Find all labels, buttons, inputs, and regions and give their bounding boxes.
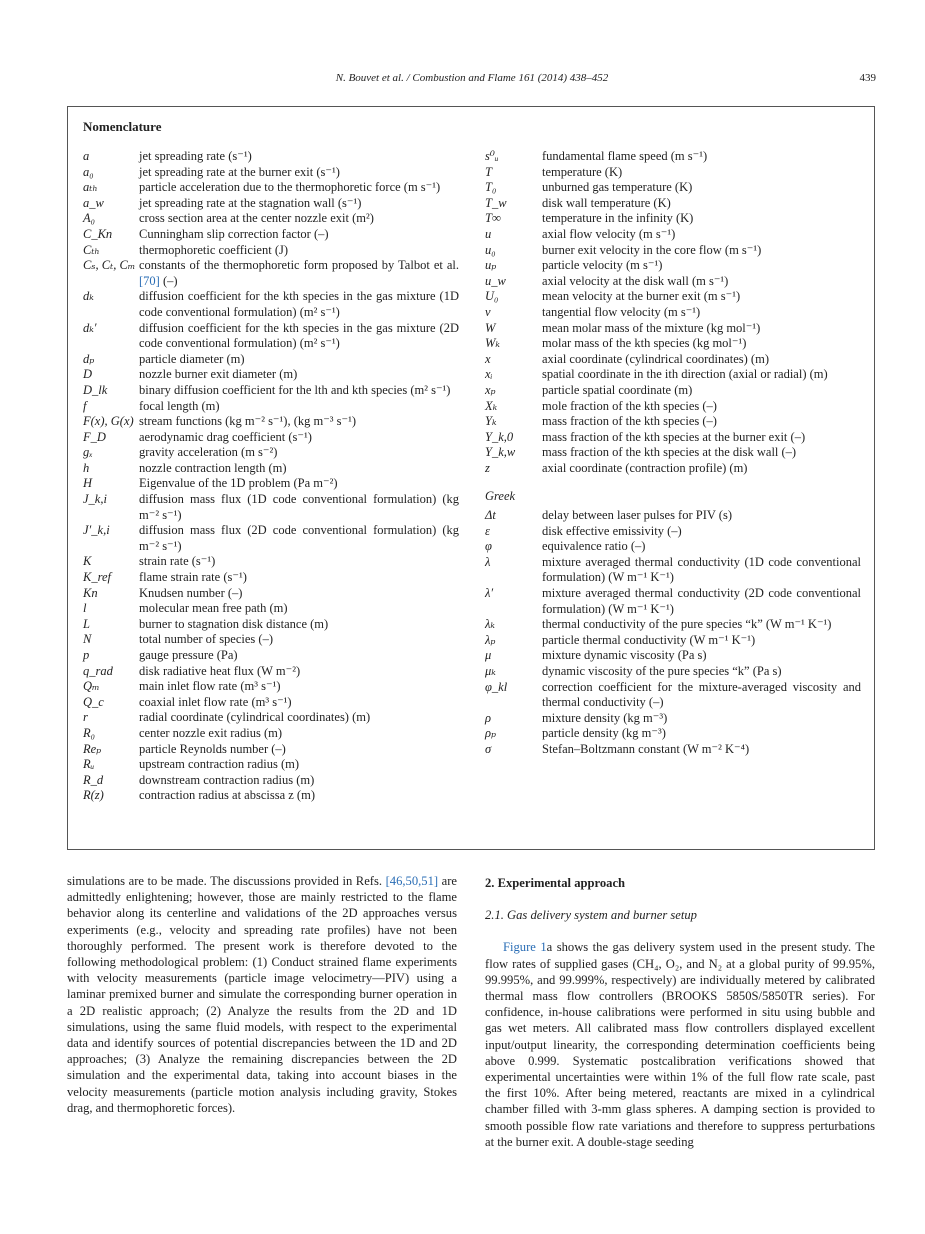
nomenclature-definition: mass fraction of the kth species (–) [542,414,717,429]
nomenclature-entry [83,180,459,196]
nomenclature-entry [83,757,459,773]
nomenclature-symbol: W [485,320,496,335]
nomenclature-box [67,106,875,850]
body-text: simulations are to be made. The discussions provided in Refs. [67,874,386,888]
nomenclature-definition: diffusion mass flux (2D code conventional formulation) (kg m⁻² s⁻¹) [139,523,459,553]
nomenclature-symbol: Qₘ [83,679,100,694]
nomenclature-entry [485,289,861,305]
nomenclature-entry [485,726,861,742]
nomenclature-symbol: D_lk [83,382,108,397]
nomenclature-definition: burner to stagnation disk distance (m) [139,616,329,631]
nomenclature-definition: upstream contraction radius (m) [139,757,300,772]
nomenclature-definition: strain rate (s⁻¹) [139,554,216,569]
nomenclature-symbol: T∞ [485,211,501,226]
nomenclature-symbol: p [83,648,90,662]
nomenclature-entry [83,726,459,742]
nomenclature-definition: center nozzle exit radius (m) [139,725,282,740]
nomenclature-entry [485,336,861,352]
nomenclature-symbol: F_D [83,429,106,444]
nomenclature-symbol: Wₖ [485,336,500,351]
nomenclature-definition: mole fraction of the kth species (–) [542,398,717,413]
nomenclature-definition: Cunningham slip correction factor (–) [139,226,329,241]
nomenclature-symbol: H [83,476,93,491]
nomenclature-symbol: a₀ [83,164,94,179]
body-text: are admittedly enlightening; however, those are mainly restricted to the flame behavior along its centerline and validations of the 2D approaches versus experiments (e.g., velocity and spreading rate profiles) have not been thoroughly performed. The present work is therefore devoted to the following methodological problem: (1) Conduct strained flame experiments with velocity measurements (particle image velocimetry—PIV) using a laminar premixed burner and simulate the corresponding burner operation in a 2D realistic approach; (2) Analyze the results from the 2D and 1D simulations, using the same fluid models, with respect to the experimental data and identify sources of potential discrepancies between the 1D and 2D approaches; (3) Analyze the remaining discrepancies between the 2D simulation and the experimental data, taking into account biases in the velocity measurements (particle motion analysis including gravity, Stokes drag, and thermophoretic forces). [67,874,458,1115]
nomenclature-symbol: Cₛ, Cₜ, Cₘ [83,258,136,273]
nomenclature-entry [83,476,459,492]
nomenclature-entry [83,617,459,633]
nomenclature-symbol: K_ref [83,570,112,585]
nomenclature-entry [83,586,459,602]
nomenclature-definition: gauge pressure (Pa) [139,648,238,662]
nomenclature-definition: mean molar mass of the mixture (kg mol⁻¹) [542,320,761,335]
nomenclature-definition: disk effective emissivity (–) [542,523,682,538]
nomenclature-entry [83,196,459,212]
nomenclature-entry [485,508,861,524]
running-header [68,72,876,88]
nomenclature-entry [83,165,459,181]
nomenclature-definition: thermal conductivity of the pure species “k” (W m⁻¹ K⁻¹) [542,617,832,632]
nomenclature-definition: correction coefficient for the mixture-averaged viscosity and thermal conductivity (–) [542,679,861,710]
nomenclature-symbol: Xₖ [485,398,498,413]
nomenclature-symbol: r [83,710,88,725]
nomenclature-entry [83,399,459,415]
nomenclature-symbol: T_w [485,195,507,210]
nomenclature-definition: mass fraction of the kth species at the disk wall (–) [542,445,797,460]
nomenclature-symbol: xₚ [485,382,496,397]
nomenclature-symbol: φ [485,539,492,554]
nomenclature-definition: mass fraction of the kth species at the burner exit (–) [542,429,806,444]
nomenclature-entry [83,664,459,680]
nomenclature-entry [83,632,459,648]
nomenclature-definition: Stefan–Boltzmann constant (W m⁻² K⁻⁴) [542,741,750,756]
nomenclature-symbol: dₖ′ [83,320,97,335]
nomenclature-symbol: xᵢ [485,367,493,382]
nomenclature-definition: aerodynamic drag coefficient (s⁻¹) [139,429,312,444]
nomenclature-symbol: a_w [83,195,104,210]
nomenclature-entry [83,648,459,664]
nomenclature-definition: Eigenvalue of the 1D problem (Pa m⁻²) [139,476,338,491]
nomenclature-definition: fundamental flame speed (m s⁻¹) [542,149,708,163]
nomenclature-definition: downstream contraction radius (m) [139,772,315,787]
nomenclature-entry [485,711,861,727]
nomenclature-symbol: Reₚ [83,741,102,756]
nomenclature-entry [485,399,861,415]
nomenclature-entry [485,430,861,446]
nomenclature-symbol: dₖ [83,289,94,304]
nomenclature-symbol: gₓ [83,445,93,460]
nomenclature-right-column [485,149,861,758]
nomenclature-entry [485,227,861,243]
nomenclature-symbol: J_k,i [83,492,107,507]
nomenclature-definition: mean velocity at the burner exit (m s⁻¹) [542,289,741,304]
nomenclature-definition: main inlet flow rate (m³ s⁻¹) [139,679,281,694]
nomenclature-symbol: D [83,367,93,382]
nomenclature-symbol: λ [485,554,491,569]
nomenclature-entry [83,742,459,758]
nomenclature-definition: particle spatial coordinate (m) [542,382,693,397]
nomenclature-entry [485,367,861,383]
nomenclature-definition: particle Reynolds number (–) [139,741,286,756]
nomenclature-entry [485,274,861,290]
nomenclature-left-column [83,149,459,804]
nomenclature-entry [83,352,459,368]
nomenclature-entry [83,258,459,289]
nomenclature-definition: mixture averaged thermal conductivity (1D code conventional formulation) (W m⁻¹ K⁻¹) [542,554,861,585]
nomenclature-symbol: l [83,601,87,616]
nomenclature-definition: particle diameter (m) [139,351,245,366]
nomenclature-definition: nozzle contraction length (m) [139,460,287,475]
nomenclature-definition: binary diffusion coefficient for the lth and kth species (m² s⁻¹) [139,382,451,397]
nomenclature-symbol: λ′ [485,586,494,601]
nomenclature-entry [485,680,861,711]
nomenclature-symbol: A₀ [83,211,95,226]
nomenclature-symbol: u_w [485,273,506,288]
nomenclature-entry [83,211,459,227]
nomenclature-entry [485,414,861,430]
nomenclature-definition: coaxial inlet flow rate (m³ s⁻¹) [139,694,292,709]
nomenclature-definition: delay between laser pulses for PIV (s) [542,508,732,523]
nomenclature-definition: jet spreading rate at the burner exit (s⁻¹) [139,164,340,179]
body-paragraph [485,939,875,1150]
nomenclature-entry [485,305,861,321]
nomenclature-symbol: Y_k,0 [485,429,514,444]
nomenclature-symbol: T₀ [485,180,497,195]
nomenclature-symbol: dₚ [83,351,95,366]
nomenclature-definition: total number of species (–) [139,632,273,647]
nomenclature-entry [83,554,459,570]
nomenclature-entry [83,679,459,695]
nomenclature-definition: mixture dynamic viscosity (Pa s) [542,648,707,663]
nomenclature-symbol: u [485,226,492,241]
nomenclature-entry [485,149,861,165]
nomenclature-symbol: Rᵤ [83,757,95,772]
nomenclature-symbol: uₚ [485,258,497,273]
nomenclature-symbol: λₚ [485,632,496,647]
nomenclature-symbol: Yₖ [485,414,497,429]
nomenclature-symbol: z [485,460,490,475]
nomenclature-definition: diffusion coefficient for the kth species in the gas mixture (2D code conventional formulation) (m² s⁻¹) [139,320,459,351]
nomenclature-definition: tangential flow velocity (m s⁻¹) [542,304,701,319]
page-number: 439 [859,72,876,84]
nomenclature-definition: flame strain rate (s⁻¹) [139,570,247,585]
body-text: a shows the gas delivery system used in the present study. The flow rates of supplied gases (CH₄, O₂, and N₂ at a global purity of 99.95%, 99.995%, and 99.999%, respectively) are individually metered by calibrated thermal mass flow controllers (BROOKS 5850S/5850TR series). For confidence, in-house calibrations were performed in situ using bubble and gas wet meters. All calibrated mass flow controllers displayed excellent input/output linearity, the corresponding determination coefficients being above 0.999. Systematic postcalibration verifications showed that experimental uncertainties were within 1% of the full flow rate scale, past the first 10%. After being metered, reactants are mixed in a cylindrical chamber filled with 3-mm glass spheres. A damping section is provided to smooth possible flow rate variations and therefore to suppress perturbations at the burner exit. A double-stage seeding [485,940,875,1149]
nomenclature-symbol: F(x), G(x) [83,414,134,429]
nomenclature-definition: dynamic viscosity of the pure species “k” (Pa s) [542,664,782,678]
nomenclature-definition: equivalence ratio (–) [542,539,646,554]
body-right-column [485,873,875,1150]
nomenclature-entry [485,539,861,555]
nomenclature-symbol: μ [485,648,492,663]
nomenclature-definition: thermophoretic coefficient (J) [139,242,289,257]
nomenclature-entry [485,258,861,274]
nomenclature-symbol: R(z) [83,788,104,803]
nomenclature-entry [83,289,459,320]
nomenclature-definition: diffusion coefficient for the kth species in the gas mixture (1D code conventional formulation) (m² s⁻¹) [139,289,459,319]
nomenclature-definition: mixture averaged thermal conductivity (2D code conventional formulation) (W m⁻¹ K⁻¹) [542,586,861,616]
nomenclature-symbol: h [83,460,90,475]
nomenclature-entry [83,383,459,399]
nomenclature-symbol: Δt [485,508,496,523]
nomenclature-entry [83,773,459,789]
nomenclature-definition: unburned gas temperature (K) [542,180,693,195]
nomenclature-entry [83,243,459,259]
nomenclature-symbol: ρₚ [485,726,496,741]
nomenclature-entry [83,227,459,243]
nomenclature-definition: contraction radius at abscissa z (m) [139,788,315,803]
greek-heading: Greek [485,489,516,504]
nomenclature-symbol: s⁰ᵤ [485,149,499,163]
nomenclature-entry [83,710,459,726]
nomenclature-definition: disk wall temperature (K) [542,195,671,210]
nomenclature-symbol: J′_k,i [83,523,110,538]
nomenclature-definition: molar mass of the kth species (kg mol⁻¹) [542,336,747,351]
nomenclature-symbol: aₜₕ [83,180,98,195]
nomenclature-definition: jet spreading rate (s⁻¹) [139,149,252,163]
subsection-title: 2.1. Gas delivery system and burner setup [485,908,697,923]
nomenclature-entry [83,788,459,804]
nomenclature-definition: stream functions (kg m⁻² s⁻¹), (kg m⁻³ s⁻¹) [139,414,357,429]
figure-link[interactable]: Figure 1 [503,940,547,955]
nomenclature-entry [485,555,861,586]
nomenclature-entry [485,180,861,196]
nomenclature-entry [485,524,861,540]
nomenclature-definition: Knudsen number (–) [139,585,243,600]
nomenclature-symbol: f [83,398,87,413]
nomenclature-definition: burner exit velocity in the core flow (m s⁻¹) [542,242,762,257]
body-left-column [67,873,457,1116]
nomenclature-symbol: μₖ [485,664,496,678]
nomenclature-entry [485,383,861,399]
definition-text: (–) [159,273,178,288]
nomenclature-entry [485,196,861,212]
nomenclature-entry [485,461,861,477]
nomenclature-definition: nozzle burner exit diameter (m) [139,367,298,382]
nomenclature-symbol: q_rad [83,663,113,678]
nomenclature-definition: axial flow velocity (m s⁻¹) [542,226,676,241]
nomenclature-symbol: Cₜₕ [83,242,100,257]
nomenclature-entry [485,165,861,181]
nomenclature-symbol: Y_k,w [485,445,516,460]
nomenclature-entry [83,321,459,352]
nomenclature-symbol: λₖ [485,617,495,632]
nomenclature-symbol: φ_kl [485,679,508,694]
nomenclature-definition: particle acceleration due to the thermophoretic force (m s⁻¹) [139,180,441,195]
nomenclature-symbol: v [485,304,491,319]
nomenclature-title: Nomenclature [83,119,162,134]
nomenclature-symbol: u₀ [485,242,496,257]
nomenclature-definition: temperature in the infinity (K) [542,211,694,226]
nomenclature-definition [139,258,459,289]
nomenclature-symbol: C_Kn [83,226,113,241]
nomenclature-entry [83,492,459,523]
nomenclature-entry [83,445,459,461]
nomenclature-definition: mixture density (kg m⁻³) [542,710,668,725]
nomenclature-definition: axial velocity at the disk wall (m s⁻¹) [542,273,729,288]
nomenclature-entry [485,211,861,227]
nomenclature-symbol: K [83,554,92,569]
nomenclature-entry [83,430,459,446]
nomenclature-definition: diffusion mass flux (1D code conventional formulation) (kg m⁻² s⁻¹) [139,492,459,522]
nomenclature-symbol: Q_c [83,694,104,709]
nomenclature-entry [83,149,459,165]
nomenclature-definition: axial coordinate (cylindrical coordinates) (m) [542,351,769,366]
nomenclature-symbol: R_d [83,772,104,787]
nomenclature-entry [83,414,459,430]
nomenclature-symbol: ε [485,523,490,538]
nomenclature-entry [485,586,861,617]
nomenclature-entry [83,461,459,477]
reference-link[interactable]: [46,50,51] [385,874,439,888]
nomenclature-entry [83,367,459,383]
nomenclature-entry [83,570,459,586]
nomenclature-entry [485,664,861,680]
nomenclature-definition: particle density (kg m⁻³) [542,726,666,741]
nomenclature-definition: spatial coordinate in the ith direction (axial or radial) (m) [542,367,828,382]
nomenclature-symbol: x [485,351,491,366]
nomenclature-entry [485,617,861,633]
nomenclature-entry [485,633,861,649]
nomenclature-symbol: L [83,616,90,631]
journal-reference: N. Bouvet et al. / Combustion and Flame 161 (2014) 438–452 [335,72,609,84]
nomenclature-definition: cross section area at the center nozzle exit (m²) [139,211,374,226]
nomenclature-definition: jet spreading rate at the stagnation wall (s⁻¹) [139,195,362,210]
nomenclature-entry [485,352,861,368]
nomenclature-symbol: σ [485,741,492,756]
reference-link[interactable]: [70] [139,273,160,288]
nomenclature-symbol: R₀ [83,725,95,740]
nomenclature-definition: particle thermal conductivity (W m⁻¹ K⁻¹) [542,632,756,647]
nomenclature-definition: temperature (K) [542,164,623,179]
nomenclature-entry [485,321,861,337]
nomenclature-entry [83,601,459,617]
nomenclature-symbol: a [83,149,90,163]
nomenclature-symbol: T [485,164,492,179]
nomenclature-symbol: U₀ [485,289,499,304]
nomenclature-definition: particle velocity (m s⁻¹) [542,258,663,273]
nomenclature-symbol: N [83,632,92,647]
nomenclature-entry [83,695,459,711]
nomenclature-definition: radial coordinate (cylindrical coordinates) (m) [139,710,371,725]
nomenclature-definition: focal length (m) [139,398,220,413]
nomenclature-definition: molecular mean free path (m) [139,601,288,616]
nomenclature-entry [485,243,861,259]
nomenclature-definition: disk radiative heat flux (W m⁻²) [139,663,301,678]
nomenclature-entry [485,445,861,461]
nomenclature-entry [83,523,459,554]
nomenclature-entry [485,648,861,664]
section-title: 2. Experimental approach [485,876,626,890]
nomenclature-definition: gravity acceleration (m s⁻²) [139,445,278,460]
nomenclature-definition: axial coordinate (contraction profile) (m) [542,460,748,475]
definition-text: constants of the thermophoretic form proposed by Talbot et al. [139,258,459,273]
nomenclature-symbol: Kn [83,585,98,600]
nomenclature-symbol: ρ [485,710,491,725]
nomenclature-entry [485,742,861,758]
